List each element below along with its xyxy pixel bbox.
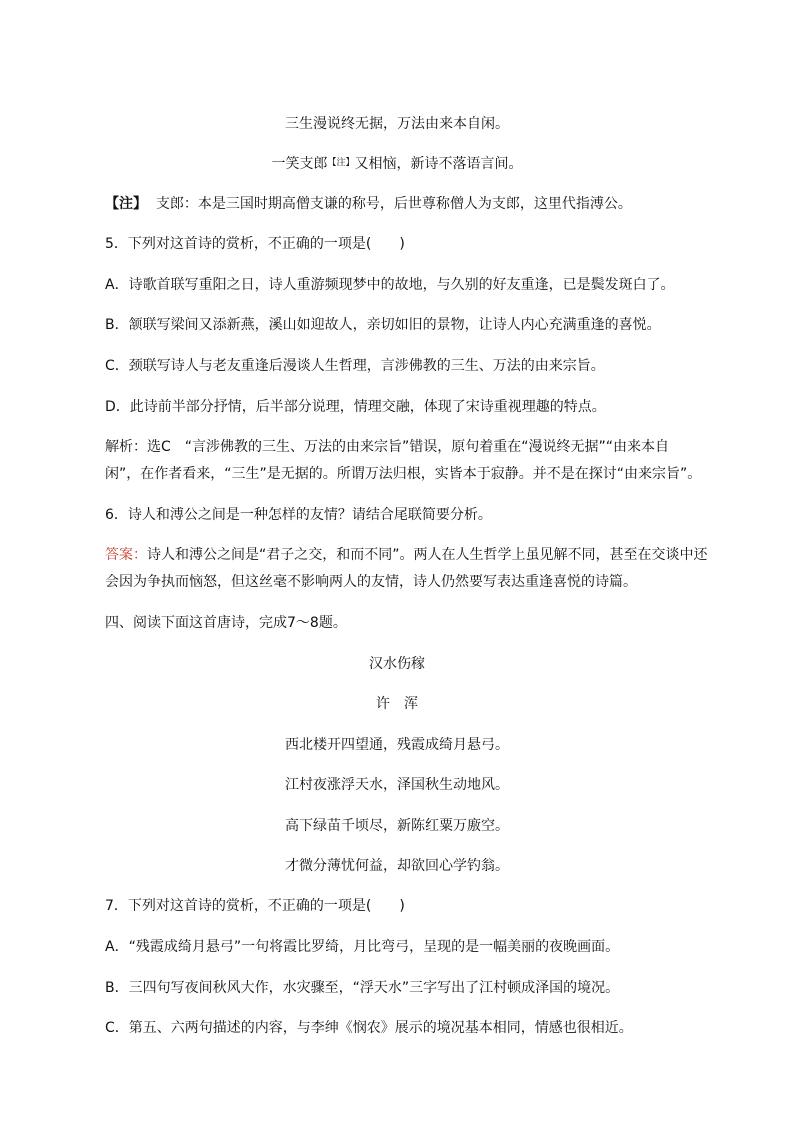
poem2-line2: 江村夜涨浮天水，泽国秋生动地风。 bbox=[285, 777, 509, 793]
q6-answer-text1: 诗人和溥公之间是“君子之交，和而不同”。两人在人生哲学上虽见解不同，甚至在交谈中还 bbox=[147, 547, 708, 563]
q6-stem: 6．诗人和溥公之间是一种怎样的友情？请结合尾联简要分析。 bbox=[105, 507, 492, 523]
poem1-line3: 三生漫说终无据，万法由来本自闲。 bbox=[285, 116, 509, 132]
answer-label: 答案： bbox=[105, 547, 147, 563]
q5-analysis-line2: 闲”，在作者看来，“三生”是无据的。所谓万法归根，实皆本于寂静。并不是在探讨“由来宗旨”。 bbox=[105, 466, 702, 482]
poem2-line4: 才微分薄忧何益，却欲回心学钓翁。 bbox=[285, 858, 509, 874]
poem2-author: 许 浑 bbox=[376, 696, 418, 712]
poem2-title: 汉水伤稼 bbox=[369, 656, 425, 672]
q7-option-b: B．三四句写夜间秋风大作，水灾骤至，“浮天水”三字写出了江村顿成泽国的境况。 bbox=[105, 980, 620, 996]
poem1-line4 bbox=[0, 153, 794, 174]
q5-option-d: D．此诗前半部分抒情，后半部分说理，情理交融，体现了宋诗重视理趣的特点。 bbox=[105, 399, 606, 415]
poem1-line4-part1: 一笑支郎 bbox=[271, 156, 328, 172]
q7-stem: 7．下列对这首诗的赏析，不正确的一项是( ) bbox=[105, 898, 405, 914]
poem1-line4-part2: 又相恼，新诗不落语言间。 bbox=[354, 156, 523, 172]
q7-option-c: C．第五、六两句描述的内容，与李绅《悯农》展示的境况基本相同，情感也很相近。 bbox=[105, 1020, 633, 1036]
note-label: 【注】 bbox=[105, 196, 147, 212]
note bbox=[105, 194, 632, 214]
q6-answer-line2: 会因为争执而恼怒，但这丝毫不影响两人的友情，诗人仍然要写表达重逢喜悦的诗篇。 bbox=[105, 574, 637, 590]
poem2-line1: 西北楼开四望通，残霞成绮月悬弓。 bbox=[285, 737, 509, 753]
q5-stem: 5．下列对这首诗的赏析，不正确的一项是( ) bbox=[105, 236, 405, 252]
section4-heading: 四、阅读下面这首唐诗，完成7～8题。 bbox=[105, 615, 347, 631]
q5-analysis-line1: 解析：选C “言涉佛教的三生、万法的由来宗旨”错误，原句着重在“漫说终无据”“由来本自 bbox=[105, 439, 670, 455]
poem2-line3: 高下绿苗千顷尽，新陈红粟万廒空。 bbox=[285, 818, 509, 834]
q6-answer-line1 bbox=[105, 545, 708, 565]
note-text: 支郎：本是三国时期高僧支谦的称号，后世尊称僧人为支郎，这里代指溥公。 bbox=[155, 196, 632, 212]
q5-option-b: B．颔联写梁间又添新燕，溪山如迎故人，亲切如旧的景物，让诗人内心充满重逢的喜悦。 bbox=[105, 317, 661, 333]
q5-option-c: C．颈联写诗人与老友重逢后漫谈人生哲理，言涉佛教的三生、万法的由来宗旨。 bbox=[105, 358, 605, 374]
note-marker: 【注】 bbox=[327, 158, 355, 168]
q5-option-a: A．诗歌首联写重阳之日，诗人重游频现梦中的故地，与久别的好友重逢，已是鬓发斑白了。 bbox=[105, 277, 675, 293]
q7-option-a: A．“残霞成绮月悬弓”一句将霞比罗绮，月比弯弓，呈现的是一幅美丽的夜晚画面。 bbox=[105, 939, 620, 955]
